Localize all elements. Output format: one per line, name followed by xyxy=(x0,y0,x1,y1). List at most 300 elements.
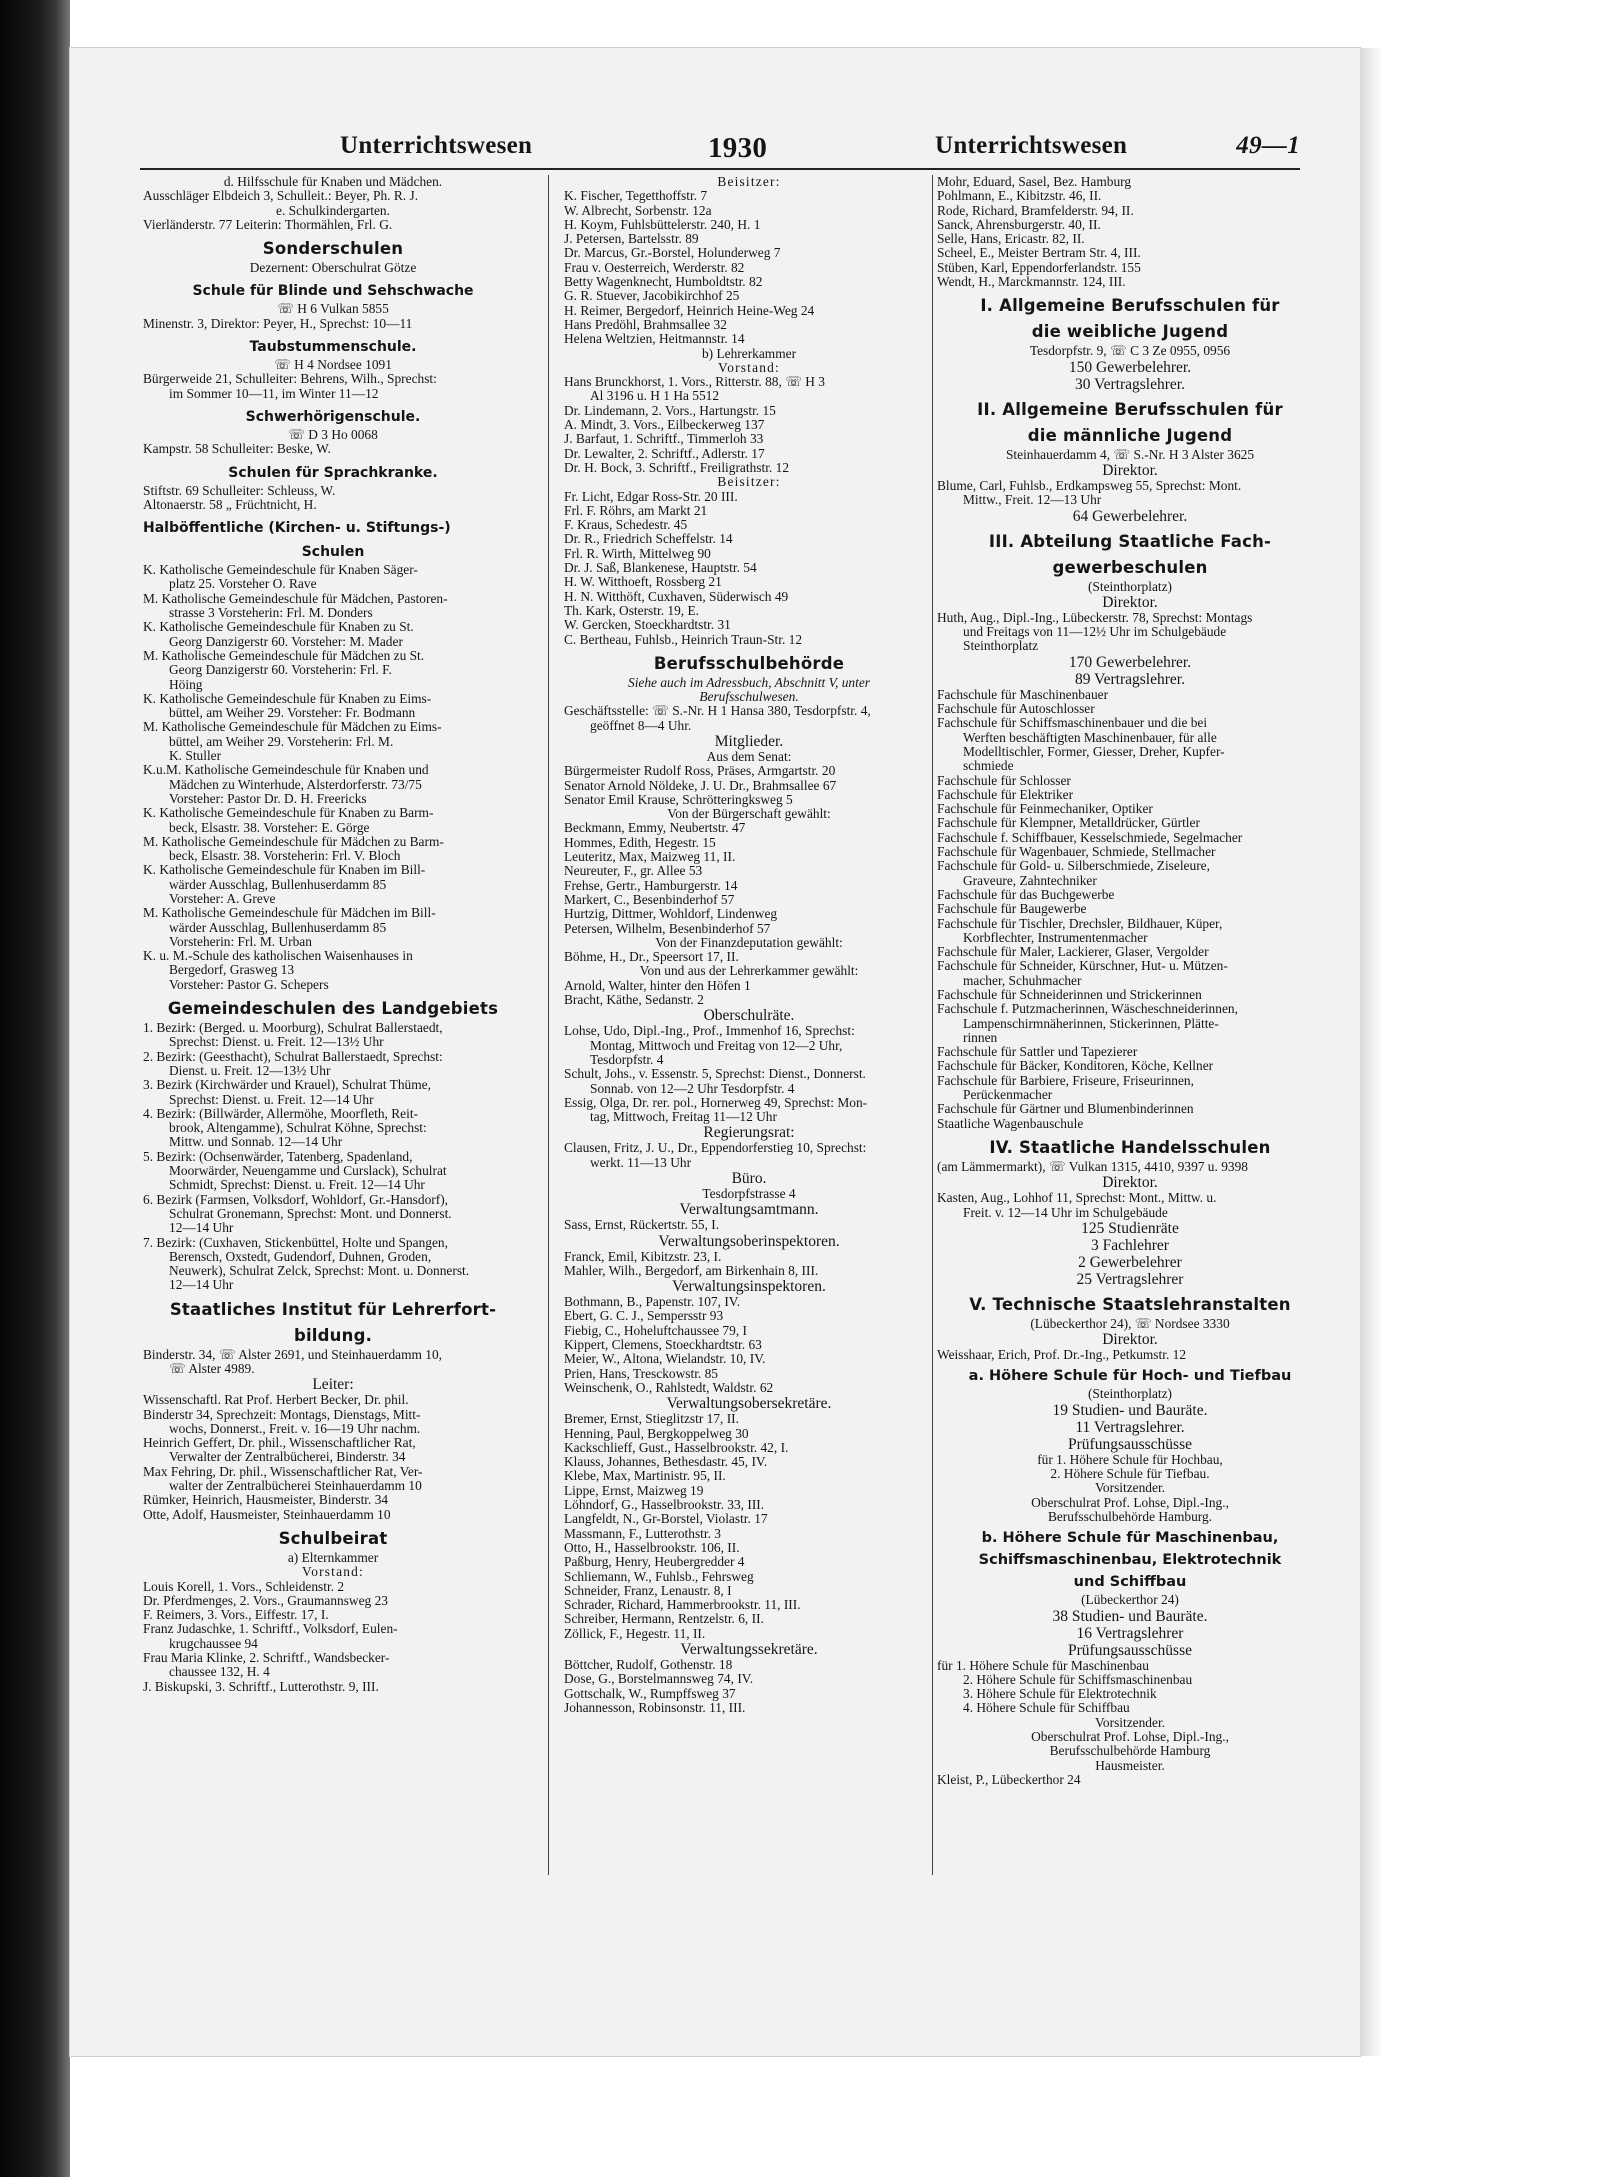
entry-line: Fachschule für Barbiere, Friseure, Friseurinnen, xyxy=(937,1073,1194,1088)
entry-continuation: K. Stuller xyxy=(169,749,222,764)
entry-line: 6. Bezirk (Farmsen, Volksdorf, Wohldorf, Gr.-Hansdorf), xyxy=(143,1192,449,1207)
group-heading: Leiter: xyxy=(312,1376,354,1394)
entry-line: 3. Bezirk (Kirchwärder und Krauel), Schulrat Thüme, xyxy=(143,1078,431,1093)
running-head-right: Unterrichtswesen xyxy=(935,132,1128,159)
entry-line: Fachschule für Elektriker xyxy=(937,787,1074,802)
entry-line: Mahler, Wilh., Bergedorf, am Birkenhain 8, III. xyxy=(564,1263,819,1278)
group-heading: 150 Gewerbelehrer. xyxy=(1068,358,1192,376)
entry-continuation: Vorsteher: A. Greve xyxy=(169,891,276,906)
entry-line: Pohlmann, E., Kibitzstr. 46, II. xyxy=(937,189,1102,204)
entry-line: M. Katholische Gemeindeschule für Mädchen zu St. xyxy=(143,648,425,663)
entry-line: M. Katholische Gemeindeschule für Mädchen, Pastoren- xyxy=(143,591,448,606)
entry-line: Selle, Hans, Ericastr. 82, II. xyxy=(937,232,1085,247)
group-heading: 170 Gewerbelehrer. xyxy=(1068,653,1192,671)
entry-line: Kampstr. 58 Schulleiter: Beske, W. xyxy=(143,442,331,457)
entry-line: Fachschule für Maschinenbauer xyxy=(937,687,1109,702)
note-line: Berufsschulwesen. xyxy=(699,690,799,705)
entry-continuation: Freit. v. 12—14 Uhr im Schulgebäude xyxy=(963,1205,1168,1220)
entry-continuation: Schulrat Gronemann, Sprechst: Mont. und Donnerst. xyxy=(169,1206,452,1221)
entry-line: Wendt, H., Marckmannstr. 124, III. xyxy=(937,275,1126,290)
entry-continuation: Moorwärder, Neuengamme und Curslack), Schulrat xyxy=(169,1164,447,1179)
entry-line: 2. Bezirk: (Geesthacht), Schulrat Ballerstaedt, Sprechst: xyxy=(143,1049,443,1064)
centered-line: Hausmeister. xyxy=(1095,1758,1165,1773)
entry-continuation: wärder Ausschlag, Bullenhuserdamm 85 xyxy=(169,920,387,935)
entry-line: Huth, Aug., Dipl.-Ing., Lübeckerstr. 78, Sprechst: Montags xyxy=(937,610,1253,625)
entry-continuation: 2. Höhere Schule für Schiffsmaschinenbau xyxy=(963,1672,1193,1687)
subsection-heading: Schiffsmaschinenbau, Elektrotechnik xyxy=(978,1552,1282,1569)
entry-line: W. Gercken, Stoeckhardtstr. 31 xyxy=(564,618,731,633)
centered-line: ☏ H 6 Vulkan 5855 xyxy=(277,302,389,317)
section-heading: Schulbeirat xyxy=(278,1528,388,1548)
entry-line: Weisshaar, Erich, Prof. Dr.-Ing., Petkumstr. 12 xyxy=(937,1348,1187,1363)
entry-line: J. Petersen, Bartelsstr. 89 xyxy=(564,232,699,247)
entry-line: Dr. Lindemann, 2. Vors., Hartungstr. 15 xyxy=(564,403,776,418)
entry-line: Rode, Richard, Bramfelderstr. 94, II. xyxy=(937,203,1134,218)
entry-continuation: und Freitags von 11—12½ Uhr im Schulgebäude xyxy=(963,625,1227,640)
entry-continuation: wochs, Donnerst., Freit. v. 16—19 Uhr nachm. xyxy=(169,1421,421,1436)
centered-line: Berufsschulbehörde Hamburg. xyxy=(1047,1509,1213,1524)
entry-line: 1. Bezirk: (Berged. u. Moorburg), Schulrat Ballerstaedt, xyxy=(143,1021,443,1036)
entry-continuation: Perückenmacher xyxy=(963,1088,1053,1103)
centered-line: Tesdorpfstrasse 4 xyxy=(702,1187,796,1201)
page-edge xyxy=(1360,48,1382,2056)
entry-line: Lohse, Udo, Dipl.-Ing., Prof., Immenhof 16, Sprechst: xyxy=(564,1024,855,1039)
entry-line: Frehse, Gertr., Hamburgerstr. 14 xyxy=(564,878,738,893)
entry-line: Staatliche Wagenbauschule xyxy=(937,1116,1084,1131)
entry-continuation: Steinthorplatz xyxy=(963,639,1039,654)
entry-line: Mohr, Eduard, Sasel, Bez. Hamburg xyxy=(937,175,1132,189)
entry-line: A. Mindt, 3. Vors., Eilbeckerweg 137 xyxy=(564,418,765,433)
entry-line: Fachschule f. Putzmacherinnen, Wäscheschneiderinnen, xyxy=(937,1002,1238,1017)
centered-line: ☏ H 4 Nordsee 1091 xyxy=(274,358,392,373)
entry-continuation: Bergedorf, Grasweg 13 xyxy=(169,963,295,978)
entry-line: Bürgermeister Rudolf Ross, Präses, Armgartstr. 20 xyxy=(564,764,836,779)
section-heading: Gemeindeschulen des Landgebiets xyxy=(167,999,499,1019)
entry-line: F. Reimers, 3. Vors., Eiffestr. 17, I. xyxy=(143,1608,329,1623)
group-heading: 3 Fachlehrer xyxy=(1091,1236,1169,1254)
group-heading: Direktor. xyxy=(1102,1331,1158,1349)
centered-line: Von der Finanzdeputation gewählt: xyxy=(655,935,843,950)
group-heading: Verwaltungsinspektoren. xyxy=(672,1278,826,1296)
entry-line: Gottschalk, W., Rumpffsweg 37 xyxy=(564,1686,736,1701)
entry-line: Hurtzig, Dittmer, Wohldorf, Lindenweg xyxy=(564,907,778,922)
group-heading: Mitglieder. xyxy=(714,732,784,750)
entry-continuation: ☏ Alster 4989. xyxy=(169,1362,255,1376)
centered-line: ☏ D 3 Ho 0068 xyxy=(288,427,378,442)
entry-line: Fachschule für Bäcker, Konditoren, Köche, Kellner xyxy=(937,1059,1214,1074)
entry-line: Helena Weltzien, Heitmannstr. 14 xyxy=(564,332,745,347)
entry-continuation: rinnen xyxy=(963,1030,998,1045)
group-label: Beisitzer: xyxy=(717,475,781,490)
centered-line: b) Lehrerkammer xyxy=(701,346,797,361)
entry-line: Altonaerstr. 58 „ Früchtnicht, H. xyxy=(143,497,317,512)
section-heading: III. Abteilung Staatliche Fach- xyxy=(988,531,1272,551)
group-heading: Verwaltungsoberinspektoren. xyxy=(658,1232,840,1250)
centered-line: Oberschulrat Prof. Lohse, Dipl.-Ing., xyxy=(1031,1730,1229,1744)
book-binding xyxy=(0,0,70,2177)
entry-line: Bracht, Käthe, Sedanstr. 2 xyxy=(564,993,704,1008)
entry-line: Meier, W., Altona, Wielandstr. 10, IV. xyxy=(564,1352,766,1367)
subsection-heading: Halböffentliche (Kirchen- u. Stiftungs-) xyxy=(143,520,451,537)
note-line: Siehe auch im Adressbuch, Abschnitt V, unter xyxy=(628,675,870,690)
entry-line: Böttcher, Rudolf, Gothenstr. 18 xyxy=(564,1658,733,1673)
entry-line: C. Bertheau, Fuhlsb., Heinrich Traun-Str. 12 xyxy=(564,632,803,647)
column-rule xyxy=(548,175,549,1875)
group-heading: 125 Studienräte xyxy=(1081,1219,1179,1237)
group-heading: 11 Vertragslehrer. xyxy=(1075,1418,1185,1436)
entry-continuation: Sonnab. von 12—2 Uhr Tesdorpfstr. 4 xyxy=(590,1081,795,1096)
subsection-heading: Schulen xyxy=(301,544,365,561)
section-heading: I. Allgemeine Berufsschulen für xyxy=(980,296,1280,316)
entry-line: Fiebig, C., Hoheluftchaussee 79, I xyxy=(564,1323,747,1338)
entry-line: Fachschule für Feinmechaniker, Optiker xyxy=(937,802,1153,817)
group-heading: Direktor. xyxy=(1102,1174,1158,1192)
entry-line: Lippe, Ernst, Maizweg 19 xyxy=(564,1483,704,1498)
group-heading: Verwaltungsobersekretäre. xyxy=(666,1395,832,1413)
entry-continuation: Graveure, Zahntechniker xyxy=(963,873,1097,888)
entry-line: Stiftstr. 69 Schulleiter: Schleuss, W. xyxy=(143,483,336,498)
entry-line: Bremer, Ernst, Stieglitzstr 17, II. xyxy=(564,1412,739,1427)
entry-line: Fachschule für Tischler, Drechsler, Bildhauer, Küper, xyxy=(937,916,1223,931)
centered-line: Von der Bürgerschaft gewählt: xyxy=(667,807,831,822)
entry-continuation: büttel, am Weiher 29. Vorsteher: Fr. Bodmann xyxy=(169,706,416,721)
entry-continuation: geöffnet 8—4 Uhr. xyxy=(590,718,692,733)
entry-line: Scheel, E., Meister Bertram Str. 4, III. xyxy=(937,246,1141,261)
entry-line: Dr. Pferdmenges, 2. Vors., Graumannsweg 23 xyxy=(143,1593,388,1608)
entry-line: Rümker, Heinrich, Hausmeister, Binderstr. 34 xyxy=(143,1493,389,1508)
group-heading: Verwaltungsamtmann. xyxy=(679,1201,819,1219)
entry-line: Schult, Johs., v. Essenstr. 5, Sprechst: Dienst., Donnerst. xyxy=(564,1067,866,1082)
entry-line: Ebert, G. C. J., Sempersstr 93 xyxy=(564,1309,724,1324)
entry-line: Paßburg, Henry, Heubergredder 4 xyxy=(564,1555,745,1570)
entry-line: Markert, C., Besenbinderhof 57 xyxy=(564,892,735,907)
group-heading: 2 Gewerbelehrer xyxy=(1078,1253,1182,1271)
centered-line: Von und aus der Lehrerkammer gewählt: xyxy=(639,964,859,979)
entry-line: Löhndorf, G., Hasselbrookstr. 33, III. xyxy=(564,1498,765,1513)
entry-continuation: Georg Danzigerstr 60. Vorsteherin: Frl. F. xyxy=(169,663,392,678)
entry-line: für 1. Höhere Schule für Maschinenbau xyxy=(937,1658,1149,1673)
entry-line: Fachschule für Schneider, Kürschner, Hut- u. Mützen- xyxy=(937,959,1228,974)
entry-line: Kippert, Clemens, Stoeckhardtstr. 63 xyxy=(564,1338,762,1353)
entry-line: K. Katholische Gemeindeschule für Knaben zu Barm- xyxy=(143,806,434,821)
entry-continuation: 3. Höhere Schule für Elektrotechnik xyxy=(963,1687,1157,1702)
entry-continuation: 12—14 Uhr xyxy=(169,1278,234,1293)
entry-line: K. u. M.-Schule des katholischen Waisenhauses in xyxy=(143,949,413,964)
entry-line: Otto, H., Hasselbrookstr. 106, II. xyxy=(564,1540,740,1555)
centered-line: (Lübeckerthor 24), ☏ Nordsee 3330 xyxy=(1030,1316,1230,1331)
entry-line: Neureuter, F., gr. Allee 53 xyxy=(564,864,703,879)
entry-line: Langfeldt, N., Gr-Borstel, Violastr. 17 xyxy=(564,1512,768,1527)
entry-line: Frl. R. Wirth, Mittelweg 90 xyxy=(564,546,711,561)
entry-line: Senator Arnold Nöldeke, J. U. Dr., Brahmsallee 67 xyxy=(564,778,837,793)
entry-continuation: im Sommer 10—11, im Winter 11—12 xyxy=(169,386,379,401)
entry-continuation: Werften beschäftigten Maschinenbauer, für alle xyxy=(963,730,1217,745)
entry-line: Schrader, Richard, Hammerbrookstr. 11, III. xyxy=(564,1598,801,1613)
entry-continuation: wärder Ausschlag, Bullenhuserdamm 85 xyxy=(169,877,387,892)
entry-line: Essig, Olga, Dr. rer. pol., Hornerweg 49, Sprechst: Mon- xyxy=(564,1095,868,1110)
entry-line: 5. Bezirk: (Ochsenwärder, Tatenberg, Spadenland, xyxy=(143,1149,413,1164)
entry-continuation: beck, Elsastr. 38. Vorsteherin: Frl. V. Bloch xyxy=(169,849,401,864)
entry-line: Fachschule für Schiffsmaschinenbauer und die bei xyxy=(937,716,1208,731)
entry-line: Fachschule für Gärtner und Blumenbinderinnen xyxy=(937,1102,1194,1117)
entry-line: Fachschule für Schneiderinnen und Strickerinnen xyxy=(937,987,1202,1002)
entry-continuation: beck, Elsastr. 38. Vorsteher: E. Görge xyxy=(169,820,370,835)
group-heading: Regierungsrat: xyxy=(703,1124,795,1142)
section-heading: die männliche Jugend xyxy=(1027,425,1233,445)
entry-continuation: 12—14 Uhr xyxy=(169,1221,234,1236)
entry-line: W. Albrecht, Sorbenstr. 12a xyxy=(564,203,712,218)
group-heading: 89 Vertragslehrer. xyxy=(1075,670,1185,688)
entry-line: K. Katholische Gemeindeschule für Knaben im Bill- xyxy=(143,863,426,878)
entry-continuation: walter der Zentralbücherei Steinhauerdamm 10 xyxy=(169,1479,422,1494)
entry-line: Klebe, Max, Martinistr. 95, II. xyxy=(564,1469,726,1484)
entry-line: K.u.M. Katholische Gemeindeschule für Knaben und xyxy=(143,763,429,778)
centered-line: 2. Höhere Schule für Tiefbau. xyxy=(1050,1467,1210,1482)
entry-continuation: Korbflechter, Instrumentenmacher xyxy=(963,930,1148,945)
subsection-heading: Schule für Blinde und Sehschwache xyxy=(192,283,474,300)
entry-line: Sanck, Ahrensburgerstr. 40, II. xyxy=(937,217,1101,232)
entry-continuation: 4. Höhere Schule für Schiffbau xyxy=(963,1701,1130,1716)
entry-line: Schneider, Franz, Lenaustr. 8, I xyxy=(564,1583,732,1598)
centered-line: d. Hilfsschule für Knaben und Mädchen. xyxy=(223,175,443,189)
entry-continuation: Verwalter der Zentralbücherei, Binderstr. 34 xyxy=(169,1450,406,1465)
entry-line: Petersen, Wilhelm, Besenbinderhof 57 xyxy=(564,921,771,936)
column-left xyxy=(143,175,523,1694)
centered-line: Aus dem Senat: xyxy=(706,749,792,764)
entry-line: Dr. Lewalter, 2. Schriftf., Adlerstr. 17 xyxy=(564,446,765,461)
group-heading: Prüfungsausschüsse xyxy=(1068,1435,1192,1453)
entry-line: H. N. Witthöft, Cuxhaven, Süderwisch 49 xyxy=(564,589,789,604)
group-heading: 30 Vertragslehrer. xyxy=(1075,375,1185,393)
entry-line: Kackschlieff, Gust., Hasselbrookstr. 42, I. xyxy=(564,1440,789,1455)
centered-line: Dezernent: Oberschulrat Götze xyxy=(249,261,417,276)
subsection-heading: und Schiffbau xyxy=(1073,1574,1187,1591)
entry-line: Fachschule für Sattler und Tapezierer xyxy=(937,1045,1138,1060)
entry-line: Ausschläger Elbdeich 3, Schulleit.: Beyer, Ph. R. J. xyxy=(143,189,419,204)
entry-continuation: schmiede xyxy=(963,759,1014,774)
entry-line: Sass, Ernst, Rückertstr. 55, I. xyxy=(564,1218,720,1233)
group-heading: Verwaltungssekretäre. xyxy=(680,1641,818,1659)
entry-line: Binderstr. 34, ☏ Alster 2691, und Steinhauerdamm 10, xyxy=(143,1347,443,1362)
entry-line: Dr. H. Bock, 3. Schriftf., Freiligrathstr. 12 xyxy=(564,460,790,475)
entry-line: Hommes, Edith, Hegestr. 15 xyxy=(564,835,716,850)
entry-continuation: brook, Altengamme), Schulrat Köhne, Sprechst: xyxy=(169,1121,427,1136)
entry-line: Arnold, Walter, hinter den Höfen 1 xyxy=(564,978,751,993)
centered-line: a) Elternkammer xyxy=(287,1550,379,1565)
entry-line: K. Katholische Gemeindeschule für Knaben Säger- xyxy=(143,563,418,578)
entry-line: K. Fischer, Tegetthoffstr. 7 xyxy=(564,189,708,204)
entry-continuation: platz 25. Vorsteher O. Rave xyxy=(169,577,317,592)
entry-line: Schliemann, W., Fuhlsb., Fehrsweg xyxy=(564,1569,754,1584)
section-heading: die weibliche Jugend xyxy=(1031,322,1229,342)
entry-line: Binderstr 34, Sprechzeit: Montags, Dienstags, Mitt- xyxy=(143,1407,421,1422)
entry-line: Geschäftsstelle: ☏ S.-Nr. H 1 Hansa 380, Tesdorpfstr. 4, xyxy=(564,704,871,719)
column-right xyxy=(937,175,1323,1787)
column-middle xyxy=(564,175,934,1715)
entry-continuation: Mittw. und Sonnab. 12—14 Uhr xyxy=(169,1135,343,1150)
group-heading: Prüfungsausschüsse xyxy=(1068,1641,1192,1659)
entry-line: Dose, G., Borstelmannsweg 74, IV. xyxy=(564,1672,754,1687)
group-heading: 16 Vertragslehrer xyxy=(1076,1624,1184,1642)
entry-continuation: Sprechst: Dienst. u. Freit. 12—14 Uhr xyxy=(169,1092,374,1107)
entry-line: Frau v. Oesterreich, Werderstr. 82 xyxy=(564,260,745,275)
centered-line: Berufsschulbehörde Hamburg xyxy=(1049,1744,1211,1759)
centered-line: e. Schulkindergarten. xyxy=(276,203,390,218)
entry-continuation: Höing xyxy=(169,677,203,692)
entry-line: Fachschule für Klempner, Metalldrücker, Gürtler xyxy=(937,816,1200,831)
entry-line: Fr. Licht, Edgar Ross-Str. 20 III. xyxy=(564,489,738,504)
entry-line: Fachschule für Autoschlosser xyxy=(937,702,1095,717)
entry-line: M. Katholische Gemeindeschule für Mädchen im Bill- xyxy=(143,906,436,921)
entry-line: Fachschule f. Schiffbauer, Kesselschmiede, Segelmacher xyxy=(937,830,1243,845)
entry-line: H. W. Witthoeft, Rossberg 21 xyxy=(564,575,722,590)
entry-line: Frau Maria Klinke, 2. Schriftf., Wandsbecker- xyxy=(143,1651,390,1666)
section-heading: II. Allgemeine Berufsschulen für xyxy=(977,399,1283,419)
entry-continuation: strasse 3 Vorsteherin: Frl. M. Donders xyxy=(169,606,373,621)
entry-continuation: Vorsteher: Pastor Dr. D. H. Freericks xyxy=(169,791,367,806)
section-heading: Berufsschulbehörde xyxy=(653,653,845,673)
entry-line: J. Barfaut, 1. Schriftf., Timmerloh 33 xyxy=(564,432,764,447)
centered-line: (Steinthorplatz) xyxy=(1087,579,1173,594)
centered-line: Vorsitzender. xyxy=(1094,1715,1166,1730)
entry-continuation: Schmidt, Sprechst: Dienst. u. Freit. 12—14 Uhr xyxy=(169,1178,425,1193)
entry-continuation: Georg Danzigerstr 60. Vorsteher: M. Mader xyxy=(169,634,403,649)
entry-continuation: Neuwerk), Schulrat Zelck, Sprechst: Mont. u. Donnerst. xyxy=(169,1264,470,1279)
group-heading: Direktor. xyxy=(1102,593,1158,611)
entry-line: Massmann, F., Lutterothstr. 3 xyxy=(564,1526,722,1541)
entry-line: Fachschule für Baugewerbe xyxy=(937,902,1087,917)
entry-line: Kleist, P., Lübeckerthor 24 xyxy=(937,1772,1081,1787)
subsection-heading: a. Höhere Schule für Hoch- und Tiefbau xyxy=(968,1368,1292,1385)
subsection-heading: Schwerhörigenschule. xyxy=(245,408,421,425)
entry-line: Weinschenk, O., Rahlstedt, Waldstr. 62 xyxy=(564,1380,774,1395)
entry-line: Böhme, H., Dr., Speersort 17, II. xyxy=(564,950,739,965)
centered-line: (Steinthorplatz) xyxy=(1087,1387,1173,1402)
subsection-heading: Taubstummenschule. xyxy=(249,339,417,356)
entry-line: Prien, Hans, Tresckowstr. 85 xyxy=(564,1366,718,1381)
entry-continuation: Vorsteher: Pastor G. Schepers xyxy=(169,977,329,992)
entry-line: G. R. Stuever, Jacobikirchhof 25 xyxy=(564,289,740,304)
entry-line: 4. Bezirk: (Billwärder, Allermöhe, Moorfleth, Reit- xyxy=(143,1106,419,1121)
running-head-left: Unterrichtswesen xyxy=(340,132,533,159)
entry-line: Otte, Adolf, Hausmeister, Steinhauerdamm 10 xyxy=(143,1507,391,1522)
section-heading: bildung. xyxy=(293,1325,373,1345)
entry-line: Henning, Paul, Bergkoppelweg 30 xyxy=(564,1426,749,1441)
centered-line: (Lübeckerthor 24) xyxy=(1081,1593,1179,1608)
entry-line: Fachschule für Schlosser xyxy=(937,773,1071,788)
entry-line: Fachschule für das Buchgewerbe xyxy=(937,887,1115,902)
group-heading: 64 Gewerbelehrer. xyxy=(1072,507,1188,525)
page-number: 49—1 xyxy=(1236,132,1300,159)
entry-line: F. Kraus, Schedestr. 45 xyxy=(564,518,688,533)
group-label: Beisitzer: xyxy=(717,175,781,189)
entry-line: (am Lämmermarkt), ☏ Vulkan 1315, 4410, 9397 u. 9398 xyxy=(937,1159,1248,1174)
entry-line: K. Katholische Gemeindeschule für Knaben zu Eims- xyxy=(143,691,432,706)
section-heading: V. Technische Staatslehranstalten xyxy=(969,1294,1291,1314)
entry-continuation: Modelltischler, Former, Giesser, Dreher, Kupfer- xyxy=(963,744,1225,759)
group-heading: 19 Studien- und Bauräte. xyxy=(1052,1401,1208,1419)
entry-line: Betty Wagenknecht, Humboldtstr. 82 xyxy=(564,275,763,290)
section-heading: Staatliches Institut für Lehrerfort- xyxy=(169,1299,497,1319)
group-label: Vorstand: xyxy=(302,1565,364,1580)
entry-line: Fachschule für Wagenbauer, Schmiede, Stellmacher xyxy=(937,845,1216,860)
entry-continuation: Mittw., Freit. 12—13 Uhr xyxy=(963,493,1102,508)
subsection-heading: b. Höhere Schule für Maschinenbau, xyxy=(981,1530,1279,1547)
entry-line: Vierländerstr. 77 Leiterin: Thormählen, Frl. G. xyxy=(143,217,393,232)
entry-line: Leuteritz, Max, Maizweg 11, II. xyxy=(564,850,736,865)
entry-line: J. Biskupski, 3. Schriftf., Lutterothstr. 9, III. xyxy=(143,1679,379,1694)
entry-line: Frl. F. Röhrs, am Markt 21 xyxy=(564,503,708,518)
centered-line: Vorsitzender. xyxy=(1094,1481,1166,1496)
entry-line: Max Fehring, Dr. phil., Wissenschaftlicher Rat, Ver- xyxy=(143,1464,423,1479)
entry-line: Hans Predöhl, Brahmsallee 32 xyxy=(564,317,727,332)
entry-line: M. Katholische Gemeindeschule für Mädchen zu Eims- xyxy=(143,720,442,735)
entry-line: Louis Korell, 1. Vors., Schleidenstr. 2 xyxy=(143,1579,345,1594)
centered-line: für 1. Höhere Schule für Hochbau, xyxy=(1037,1452,1223,1467)
centered-line: Tesdorpfstr. 9, ☏ C 3 Ze 0955, 0956 xyxy=(1029,344,1231,359)
running-head-year: 1930 xyxy=(708,132,768,164)
entry-line: Th. Kark, Osterstr. 19, E. xyxy=(564,603,699,618)
section-heading: Sonderschulen xyxy=(262,239,404,259)
entry-continuation: macher, Schuhmacher xyxy=(963,973,1082,988)
centered-line: Oberschulrat Prof. Lohse, Dipl.-Ing., xyxy=(1031,1495,1229,1510)
entry-continuation: tag, Mittwoch, Freitag 11—12 Uhr xyxy=(590,1110,777,1125)
entry-continuation: Mädchen zu Winterhude, Alsterdorferstr. 73/75 xyxy=(169,777,422,792)
section-heading: IV. Staatliche Handelsschulen xyxy=(989,1137,1271,1157)
entry-continuation: Berensch, Oxstedt, Gudendorf, Duhnen, Groden, xyxy=(169,1249,432,1264)
section-heading: gewerbeschulen xyxy=(1052,557,1208,577)
entry-continuation: chaussee 132, H. 4 xyxy=(169,1665,270,1680)
entry-continuation: werkt. 11—13 Uhr xyxy=(590,1155,692,1170)
entry-line: Dr. J. Saß, Blankenese, Hauptstr. 54 xyxy=(564,561,757,576)
entry-continuation: Sprechst: Dienst. u. Freit. 12—13½ Uhr xyxy=(169,1035,384,1050)
entry-line: Klauss, Johannes, Bethesdastr. 45, IV. xyxy=(564,1455,768,1470)
entry-continuation: Montag, Mittwoch und Freitag von 12—2 Uhr, xyxy=(590,1038,843,1053)
entry-line: Franck, Emil, Kibitzstr. 23, I. xyxy=(564,1249,722,1264)
group-heading: Direktor. xyxy=(1102,461,1158,479)
entry-line: Blume, Carl, Fuhlsb., Erdkampsweg 55, Sprechst: Mont. xyxy=(937,478,1242,493)
entry-line: Fachschule für Maler, Lackierer, Glaser, Vergolder xyxy=(937,945,1209,960)
entry-line: 7. Bezirk: (Cuxhaven, Stickenbüttel, Holte und Spangen, xyxy=(143,1235,448,1250)
entry-continuation: Dienst. u. Freit. 12—13½ Uhr xyxy=(169,1063,331,1078)
group-heading: 25 Vertragslehrer xyxy=(1076,1270,1184,1288)
entry-continuation: büttel, am Weiher 29. Vorsteherin: Frl. M. xyxy=(169,734,394,749)
entry-line: Kasten, Aug., Lohhof 11, Sprechst: Mont., Mittw. u. xyxy=(937,1191,1217,1206)
group-heading: 38 Studien- und Bauräte. xyxy=(1052,1607,1208,1625)
entry-line: H. Reimer, Bergedorf, Heinrich Heine-Weg 24 xyxy=(564,303,815,318)
entry-line: Franz Judaschke, 1. Schriftf., Volksdorf, Eulen- xyxy=(143,1622,398,1637)
entry-line: Dr. Marcus, Gr.-Borstel, Holunderweg 7 xyxy=(564,246,781,261)
entry-line: Stüben, Karl, Eppendorferlandstr. 155 xyxy=(937,260,1141,275)
entry-continuation: Lampenschirmnäherinnen, Stickerinnen, Plätte- xyxy=(963,1016,1219,1031)
entry-line: Clausen, Fritz, J. U., Dr., Eppendorferstieg 10, Sprechst: xyxy=(564,1141,867,1156)
entry-line: Hans Brunckhorst, 1. Vors., Ritterstr. 88, ☏ H 3 xyxy=(564,375,825,390)
entry-line: Beckmann, Emmy, Neubertstr. 47 xyxy=(564,821,746,836)
subsection-heading: Schulen für Sprachkranke. xyxy=(228,464,438,481)
entry-line: H. Koym, Fuhlsbüttelerstr. 240, H. 1 xyxy=(564,217,761,232)
entry-continuation: Tesdorpfstr. 4 xyxy=(590,1052,664,1067)
entry-continuation: Al 3196 u. H 1 Ha 5512 xyxy=(590,389,720,404)
group-heading: Büro. xyxy=(731,1170,767,1187)
entry-line: Johannesson, Robinsonstr. 11, III. xyxy=(564,1700,746,1715)
entry-line: Fachschule für Gold- u. Silberschmiede, Ziseleure, xyxy=(937,859,1210,874)
group-label: Vorstand: xyxy=(718,360,780,375)
group-heading: Oberschulräte. xyxy=(703,1007,795,1025)
entry-line: Bothmann, B., Papenstr. 107, IV. xyxy=(564,1295,741,1310)
entry-line: Zöllick, F., Hegestr. 11, II. xyxy=(564,1626,706,1641)
entry-line: Dr. R., Friedrich Scheffelstr. 14 xyxy=(564,532,733,547)
entry-line: M. Katholische Gemeindeschule für Mädchen zu Barm- xyxy=(143,834,444,849)
